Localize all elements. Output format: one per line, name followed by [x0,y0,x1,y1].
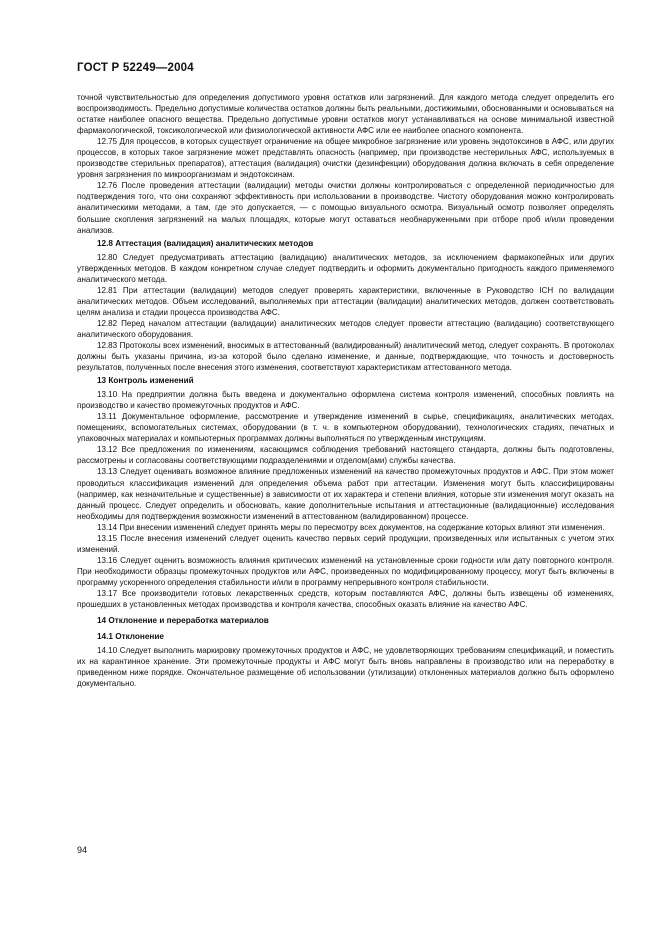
section-heading: 14 Отклонение и переработка материалов [97,616,269,626]
paragraph: 13.14 При внесении изменений следует принять меры по пересмотру всех документов, на содержание которых влияют эти изменения. [97,522,605,532]
paragraph: 14.10 Следует выполнить маркировку промежуточных продуктов и АФС, не удовлетворяющих требованиям спецификаций, и поместить их на карантинное хранение. Эти промежуточные продукты и АФС могут быть вновь направлены в производство или на переработку в приведенном ниже порядке. Окончательное размещение об использовании (утилизации) отклоненных материалов должно быть оформлено документально. [77,646,614,689]
section-heading: 14.1 Отклонение [97,632,164,642]
paragraph: 12.75 Для процессов, в которых существует ограничение на общее микробное загрязнение или уровень эндотоксинов в АФС, или других процессов, в которых такое загрязнение может представлять опасность (например, при производстве нестерильных АФС, используемых в производстве стерильных препаратов), аттестация (валидация) очистки (дезинфекции) оборудования должна включать в себя определение уровня загрязнения по микроорганизмам и эндотоксинам. [77,137,614,180]
paragraph: 12.81 При аттестации (валидации) методов следует проверять характеристики, включенные в Руководство ICH по валидации аналитических методов. Объем исследований, выполняемых при аттестации (валидации) аналитических методов, должен соответствовать целям анализа и стадии процесса производства АФС. [77,285,614,317]
paragraph: 12.76 После проведения аттестации (валидации) методы очистки должны контролироваться с определенной периодичностью для подтверждения того, что они сохраняют эффективность при использовании в производстве. Чистоту оборудования можно контролировать аналитическими методами, а там, где это допускается, — с помощью визуального осмотра. Визуальный осмотр позволяет определять большие скопления загрязнений на малых площадях, которые могут оставаться необнаруженными при отборе проб и/или проведении анализов. [77,181,614,235]
paragraph: 13.10 На предприятии должна быть введена и документально оформлена система контроля изменений, способных повлиять на производство и качество промежуточных продуктов и АФС. [77,390,614,411]
paragraph: 13.16 Следует оценить возможность влияния критических изменений на установленные сроки годности или дату повторного контроля. При необходимости образцы промежуточных продуктов или АФС, произведенных по модифицированному процессу, могут быть включены в программу ускоренного определения стабильности и/или в программу непрерывного контроля стабильности. [77,555,614,587]
document-header: ГОСТ Р 52249—2004 [77,62,194,74]
paragraph: 13.11 Документальное оформление, рассмотрение и утверждение изменений в сырье, спецификациях, аналитических методах, помещениях, вспомогательных системах, оборудовании (в т. ч. в компьютерном оборудовании), технологических стадиях, печатных и упаковочных материалах и компьютерных программах должны выполняться по утвержденным инструкциям. [77,412,614,444]
paragraph: 13.15 После внесения изменений следует оценить качество первых серий продукции, произведенных или испытанных с учетом этих изменений. [77,533,614,554]
section-heading: 12.8 Аттестация (валидация) аналитических методов [97,238,314,248]
section-heading: 13 Контроль изменений [97,376,194,386]
paragraph: 12.80 Следует предусматривать аттестацию (валидацию) аналитических методов, за исключением фармакопейных или других утвержденных методов. В каждом конкретном случае следует подтвердить и оформить документально пригодность каждого применяемого аналитического метода. [77,252,614,284]
document-body [77,92,614,689]
paragraph: 12.83 Протоколы всех изменений, вносимых в аттестованный (валидированный) аналитический метод, следует сохранять. В протоколах должны быть указаны причина, из-за которой было сделано изменение, и данные, подтверждающие, что точность и достоверность результатов, полученных после внесения этого изменения, соответствуют характеристикам аттестованного метода. [77,340,614,373]
paragraph: 12.82 Перед началом аттестации (валидации) аналитических методов следует провести аттестацию (валидацию) соответствующего аналитического оборудования. [77,318,614,339]
paragraph: точной чувствительностью для определения допустимого уровня остатков или загрязнений. Для каждого метода следует определить его воспроизводимость. Предельно допустимые количества остатков должны быть реальными, достижимыми, обоснованными и основываться на остатке наиболее опасного вещества. Предельно допустимые уровни остатков могут устанавливаться на основе минимальной известной фармакологической, токсикологической или физиологической активности АФС или ее наиболее опасного компонента. [77,93,614,136]
paragraph: 13.13 Следует оценивать возможное влияние предложенных изменений на качество промежуточных продуктов и АФС. При этом может проводиться классификация изменений для определения объема работ при аттестации. Изменения могут быть классифицированы (например, как незначительные и существенные) в зависимости от их характера и степени влияния, которые эти изменения могут оказать на данный процесс. Следует определить и обосновать, какие дополнительные испытания и аттестационные (валидационные) исследования необходимы для подтверждения возможности изменений в аттестованном (валидированном) процессе. [77,467,614,521]
paragraph: 13.17 Все производители готовых лекарственных средств, которым поставляются АФС, должны быть извещены об изменениях, прошедших в установленных методах производства и контроля качества, способных оказать влияние на качество АФС. [77,588,614,610]
paragraph: 13.12 Все предложения по изменениям, касающимся соблюдения требований настоящего стандарта, должны быть подготовлены, рассмотрены и согласованы соответствующими подразделениями и отделом(ами) службы качества. [77,445,614,466]
page-number: 94 [77,845,88,855]
